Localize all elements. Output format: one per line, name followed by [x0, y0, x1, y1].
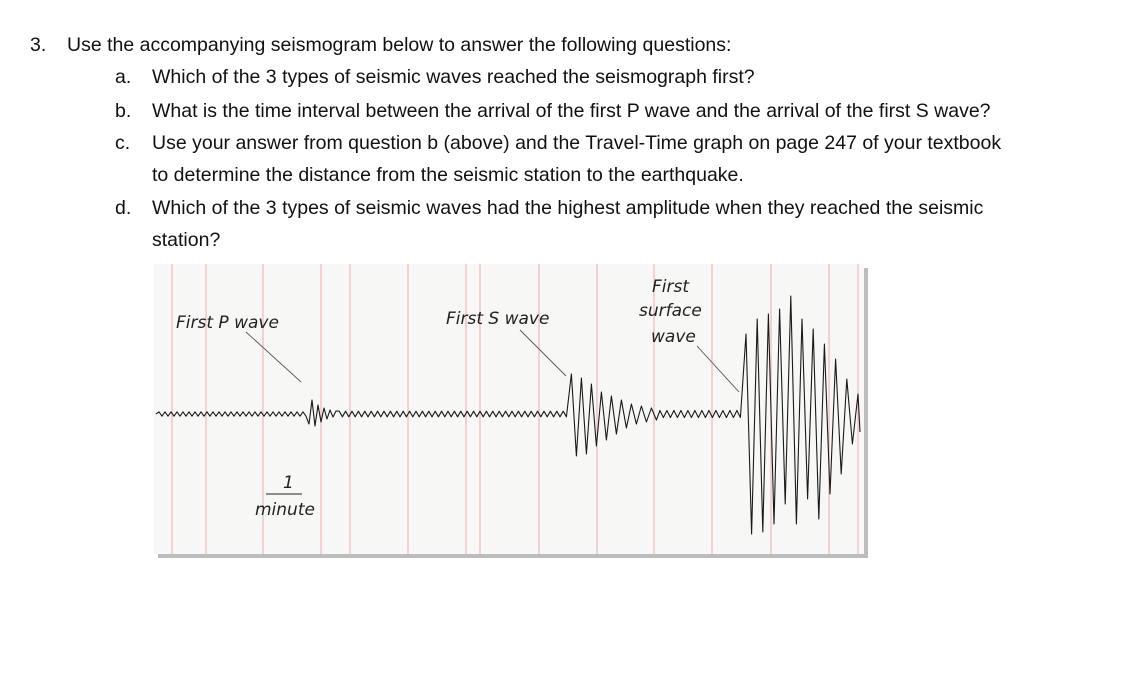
part-b-text: What is the time interval between the arrival of the first P wave and the arrival of the first S wave? [152, 100, 991, 122]
part-b-label: b. [115, 100, 132, 122]
first-surface-wave-label-line-1: First [652, 277, 690, 297]
part-c-label: c. [115, 132, 131, 154]
scale-unit-label: minute [255, 500, 315, 520]
part-c-text-line-1: Use your answer from question b (above) and the Travel-Time graph on page 247 of your textbook [152, 132, 1002, 154]
first-p-wave-label: First P wave [176, 313, 279, 333]
part-d-label: d. [115, 197, 132, 219]
first-surface-wave-label-line-2: surface [639, 301, 702, 321]
first-s-wave-label: First S wave [446, 309, 550, 329]
part-d-text-line-1: Which of the 3 types of seismic waves had the highest amplitude when they reached the seismic [152, 197, 984, 219]
part-a-text: Which of the 3 types of seismic waves reached the seismograph first? [152, 66, 755, 88]
part-a-label: a. [115, 66, 132, 88]
question-number: 3. [30, 34, 47, 56]
scale-value-label: 1 [283, 473, 294, 493]
first-surface-wave-label-line-3: wave [651, 327, 696, 347]
question-stem: Use the accompanying seismogram below to answer the following questions: [67, 34, 732, 56]
part-d-text-line-2: station? [152, 229, 221, 251]
seismogram-figure [154, 264, 868, 558]
part-c-text-line-2: to determine the distance from the seismic station to the earthquake. [152, 164, 744, 186]
